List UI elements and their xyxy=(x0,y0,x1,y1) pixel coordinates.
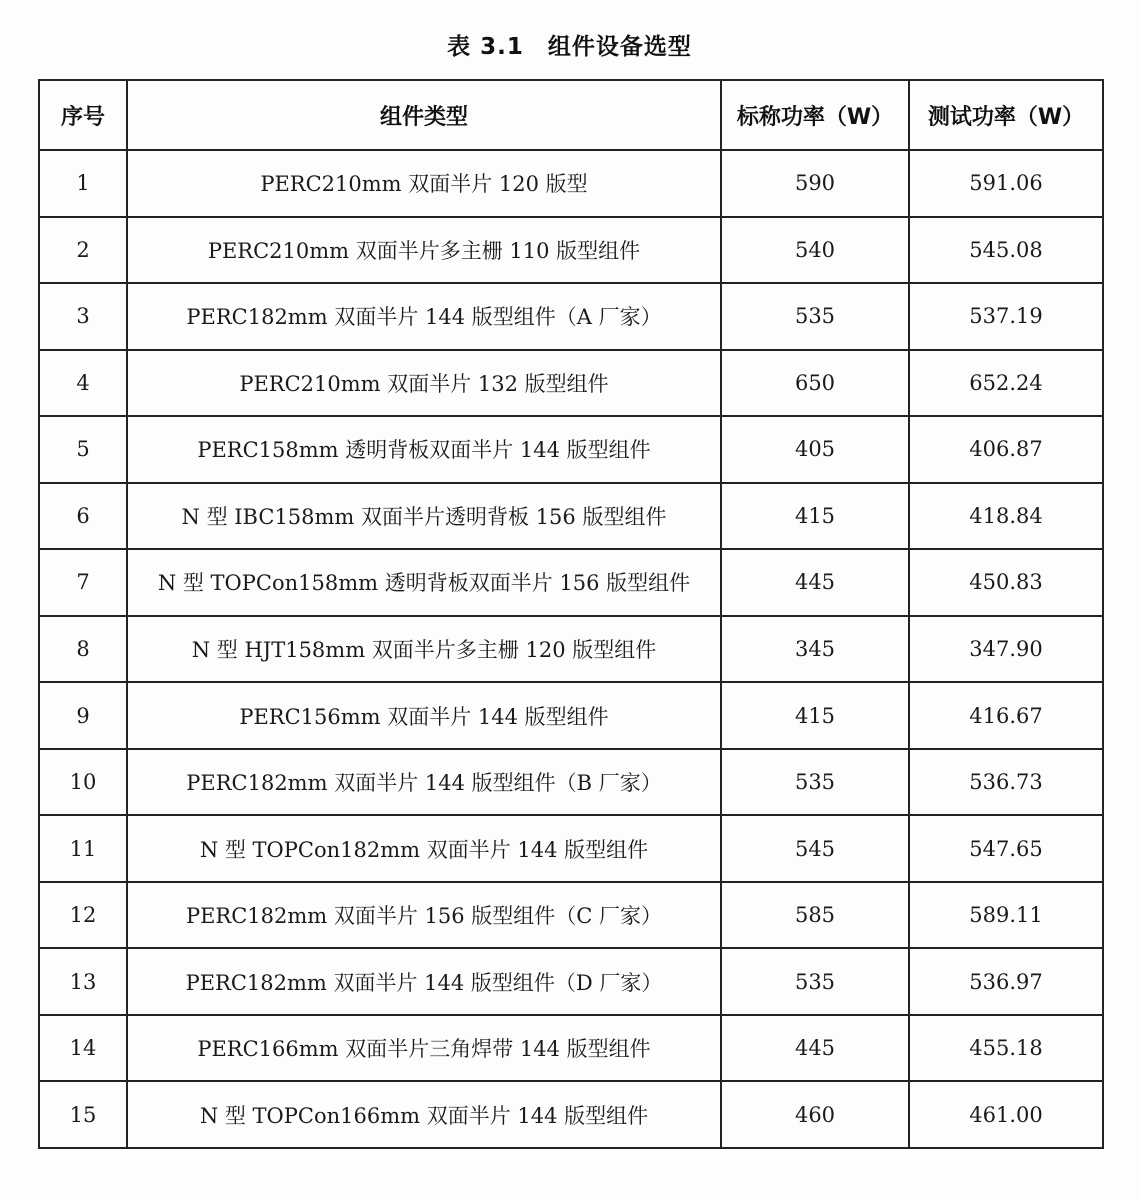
cell-rated-power: 585 xyxy=(721,882,909,949)
table-row xyxy=(39,948,1103,1015)
cell-module-type: PERC182mm 双面半片 144 版型组件（D 厂家） xyxy=(127,948,721,1015)
cell-test-power: 406.87 xyxy=(909,416,1103,483)
cell-rated-power: 650 xyxy=(721,350,909,417)
table-row xyxy=(39,749,1103,816)
cell-test-power: 455.18 xyxy=(909,1015,1103,1082)
table-header-row xyxy=(39,80,1103,150)
cell-test-power: 547.65 xyxy=(909,815,1103,882)
header-test-power: 测试功率（W） xyxy=(909,80,1103,150)
cell-serial-no: 8 xyxy=(39,616,127,683)
cell-rated-power: 535 xyxy=(721,948,909,1015)
cell-test-power: 591.06 xyxy=(909,150,1103,217)
cell-module-type: PERC210mm 双面半片 132 版型组件 xyxy=(127,350,721,417)
cell-module-type: PERC182mm 双面半片 156 版型组件（C 厂家） xyxy=(127,882,721,949)
table-row xyxy=(39,882,1103,949)
table-row xyxy=(39,416,1103,483)
cell-rated-power: 535 xyxy=(721,749,909,816)
cell-module-type: N 型 TOPCon166mm 双面半片 144 版型组件 xyxy=(127,1081,721,1148)
cell-module-type: N 型 TOPCon158mm 透明背板双面半片 156 版型组件 xyxy=(127,549,721,616)
cell-serial-no: 11 xyxy=(39,815,127,882)
table-row xyxy=(39,1015,1103,1082)
cell-test-power: 416.67 xyxy=(909,682,1103,749)
cell-module-type: PERC166mm 双面半片三角焊带 144 版型组件 xyxy=(127,1015,721,1082)
header-serial-no: 序号 xyxy=(39,80,127,150)
cell-serial-no: 10 xyxy=(39,749,127,816)
cell-serial-no: 2 xyxy=(39,217,127,284)
cell-module-type: PERC182mm 双面半片 144 版型组件（B 厂家） xyxy=(127,749,721,816)
cell-test-power: 347.90 xyxy=(909,616,1103,683)
header-module-type: 组件类型 xyxy=(127,80,721,150)
cell-rated-power: 540 xyxy=(721,217,909,284)
cell-serial-no: 5 xyxy=(39,416,127,483)
cell-rated-power: 445 xyxy=(721,549,909,616)
table-row xyxy=(39,283,1103,350)
cell-serial-no: 14 xyxy=(39,1015,127,1082)
cell-test-power: 536.97 xyxy=(909,948,1103,1015)
cell-module-type: PERC158mm 透明背板双面半片 144 版型组件 xyxy=(127,416,721,483)
cell-serial-no: 4 xyxy=(39,350,127,417)
cell-module-type: PERC210mm 双面半片多主栅 110 版型组件 xyxy=(127,217,721,284)
cell-rated-power: 545 xyxy=(721,815,909,882)
cell-serial-no: 6 xyxy=(39,483,127,550)
cell-rated-power: 415 xyxy=(721,483,909,550)
cell-module-type: N 型 TOPCon182mm 双面半片 144 版型组件 xyxy=(127,815,721,882)
table-row xyxy=(39,150,1103,217)
cell-serial-no: 7 xyxy=(39,549,127,616)
table-row xyxy=(39,217,1103,284)
cell-rated-power: 415 xyxy=(721,682,909,749)
cell-serial-no: 12 xyxy=(39,882,127,949)
cell-rated-power: 535 xyxy=(721,283,909,350)
header-rated-power: 标称功率（W） xyxy=(721,80,909,150)
cell-serial-no: 13 xyxy=(39,948,127,1015)
cell-test-power: 536.73 xyxy=(909,749,1103,816)
cell-module-type: PERC156mm 双面半片 144 版型组件 xyxy=(127,682,721,749)
cell-rated-power: 590 xyxy=(721,150,909,217)
cell-test-power: 652.24 xyxy=(909,350,1103,417)
cell-test-power: 418.84 xyxy=(909,483,1103,550)
cell-module-type: N 型 HJT158mm 双面半片多主栅 120 版型组件 xyxy=(127,616,721,683)
table-row xyxy=(39,350,1103,417)
table-caption: 表 3.1 组件设备选型 xyxy=(447,34,692,60)
cell-module-type: PERC182mm 双面半片 144 版型组件（A 厂家） xyxy=(127,283,721,350)
module-selection-table xyxy=(38,79,1104,1149)
cell-serial-no: 15 xyxy=(39,1081,127,1148)
cell-test-power: 545.08 xyxy=(909,217,1103,284)
cell-serial-no: 9 xyxy=(39,682,127,749)
cell-module-type: PERC210mm 双面半片 120 版型 xyxy=(127,150,721,217)
cell-test-power: 537.19 xyxy=(909,283,1103,350)
table-row xyxy=(39,682,1103,749)
cell-rated-power: 405 xyxy=(721,416,909,483)
table-row xyxy=(39,483,1103,550)
cell-serial-no: 1 xyxy=(39,150,127,217)
cell-rated-power: 460 xyxy=(721,1081,909,1148)
cell-serial-no: 3 xyxy=(39,283,127,350)
cell-module-type: N 型 IBC158mm 双面半片透明背板 156 版型组件 xyxy=(127,483,721,550)
table-row xyxy=(39,616,1103,683)
cell-rated-power: 445 xyxy=(721,1015,909,1082)
table-row xyxy=(39,1081,1103,1148)
cell-test-power: 461.00 xyxy=(909,1081,1103,1148)
table-row xyxy=(39,549,1103,616)
cell-test-power: 589.11 xyxy=(909,882,1103,949)
cell-rated-power: 345 xyxy=(721,616,909,683)
table-row xyxy=(39,815,1103,882)
cell-test-power: 450.83 xyxy=(909,549,1103,616)
